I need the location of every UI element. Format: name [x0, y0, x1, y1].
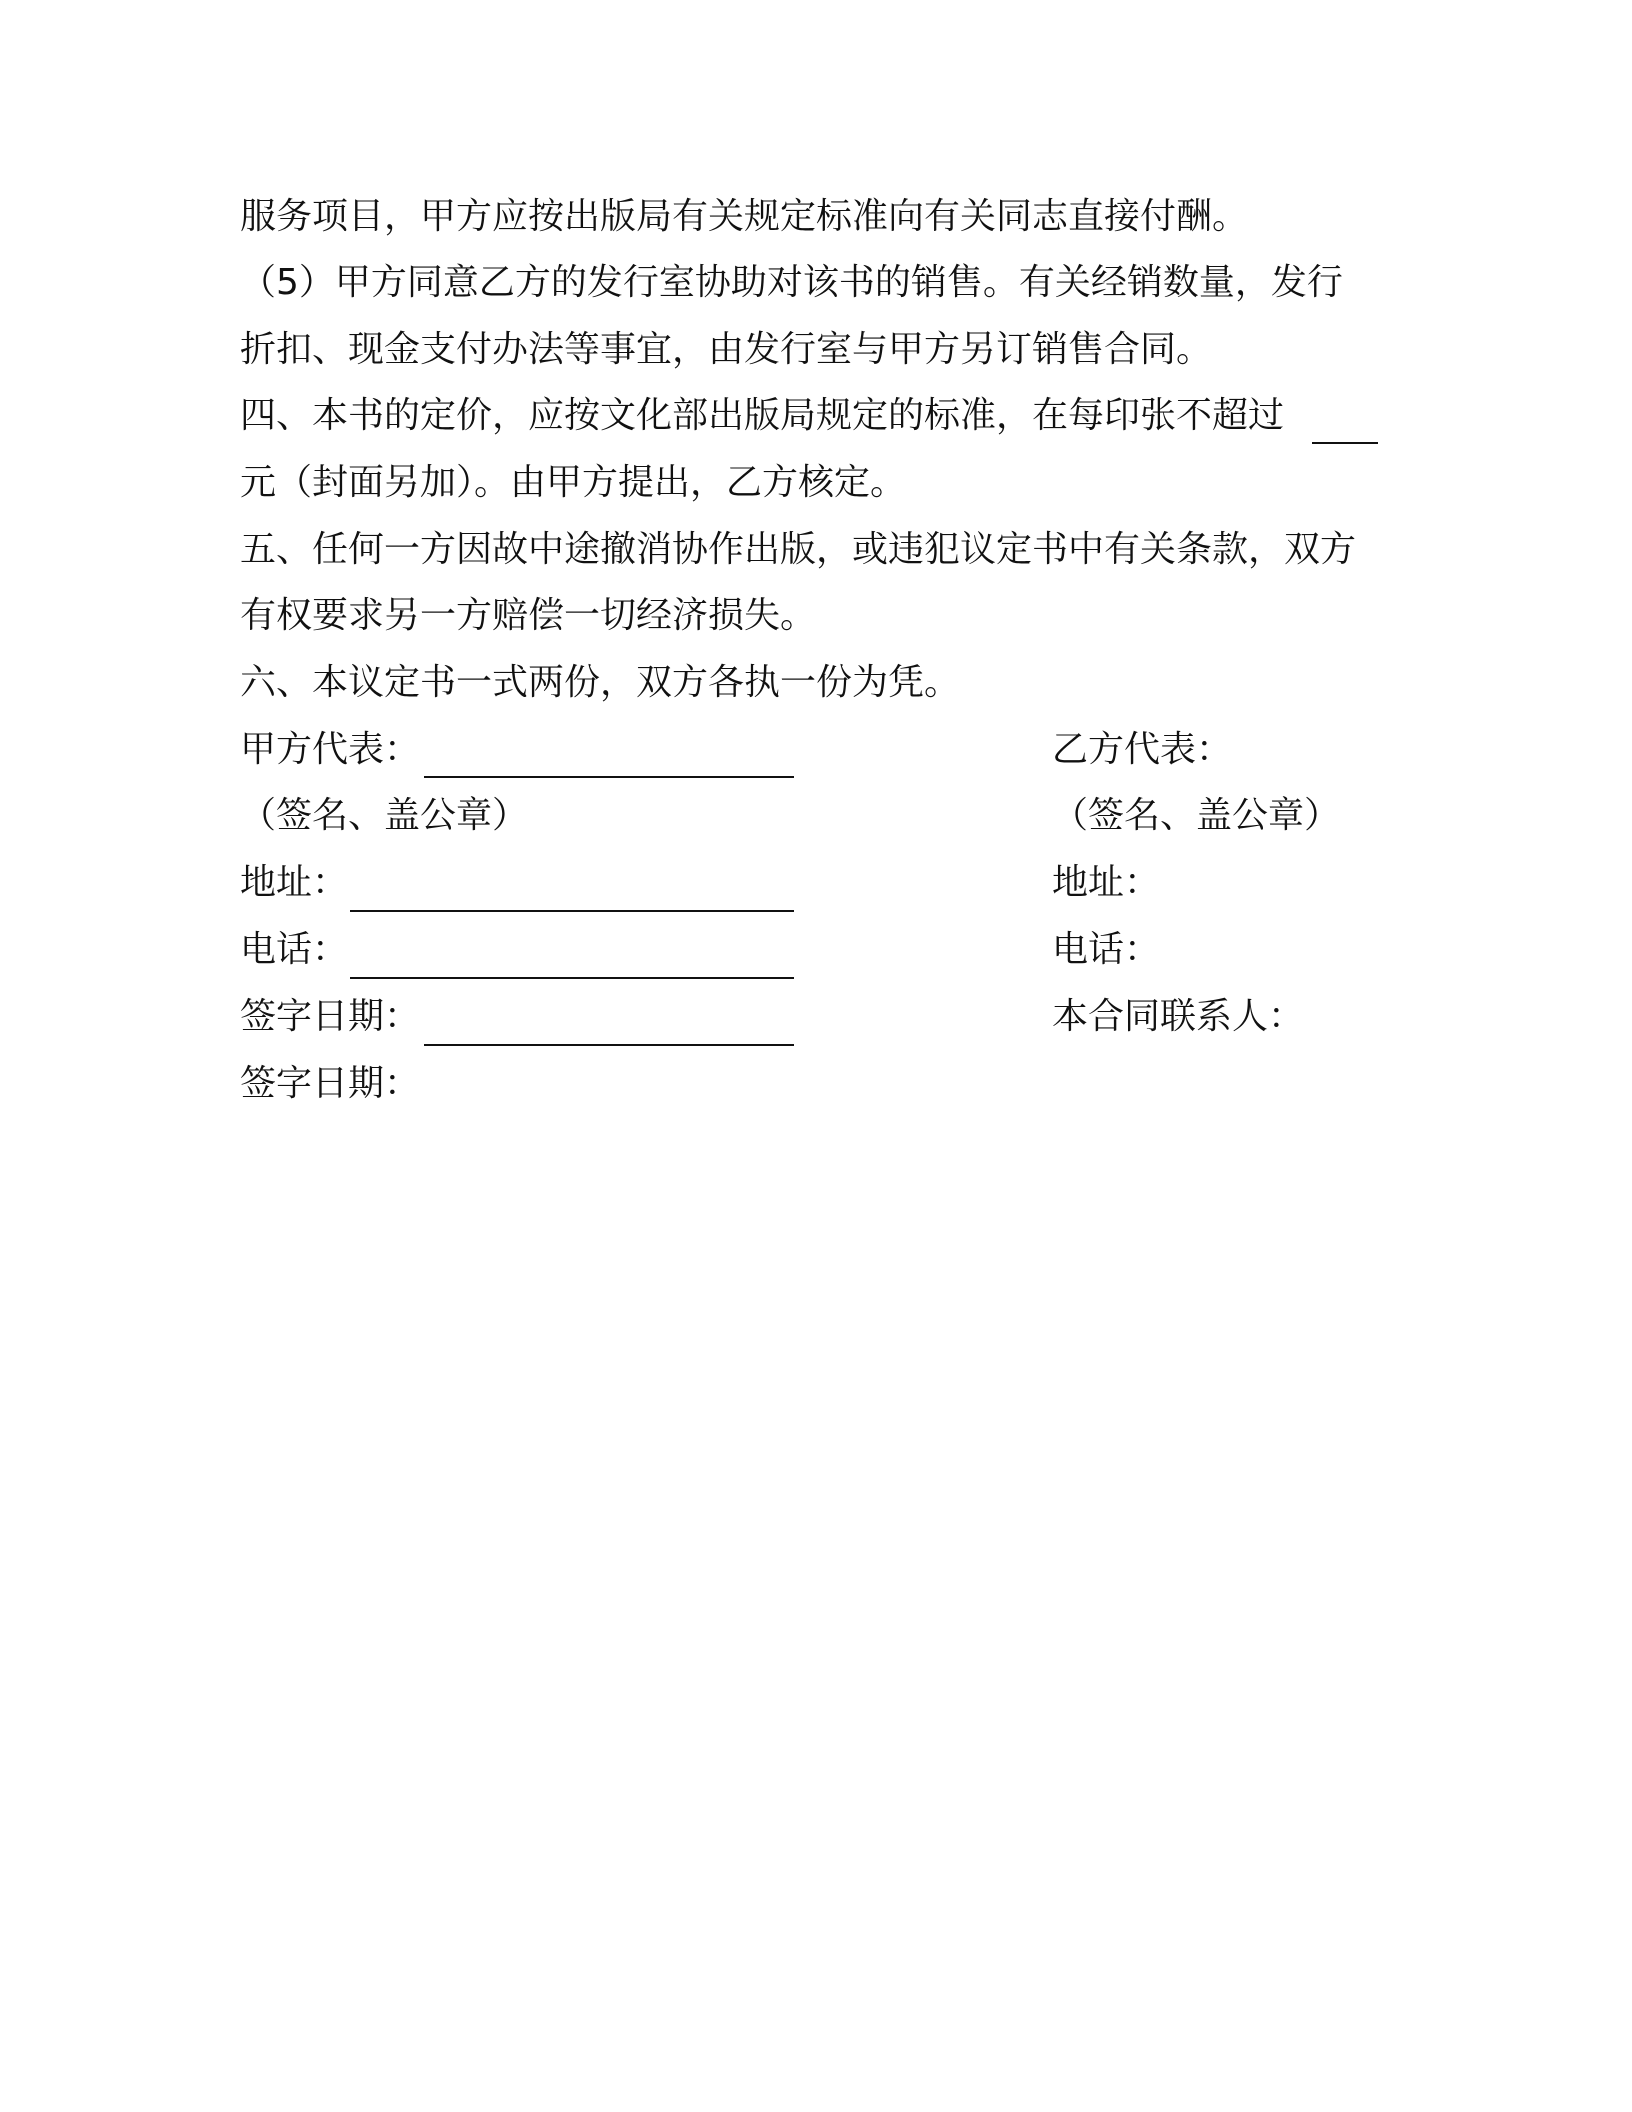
party-a-phone-label: 电话：: [240, 929, 349, 970]
party-b-phone-label: 电话：: [1052, 929, 1161, 970]
party-b-contact-label: 本合同联系人：: [1052, 996, 1305, 1037]
body-line-7: 有权要求另一方赔偿一切经济损失。: [240, 595, 817, 636]
party-a-address-underline: [350, 910, 794, 912]
party-a-representative-label: 甲方代表：: [240, 729, 421, 770]
party-b-address-label: 地址：: [1052, 862, 1161, 903]
body-line-2: （5）甲方同意乙方的发行室协助对该书的销售。有关经销数量，发行: [240, 262, 1343, 303]
body-line-6: 五、任何一方因故中途撤消协作出版，或违犯议定书中有关条款，双方: [240, 529, 1357, 570]
body-line-4: 四、本书的定价，应按文化部出版局规定的标准，在每印张不超过: [240, 395, 1285, 436]
body-line-1: 服务项目，甲方应按出版局有关规定标准向有关同志直接付酬。: [240, 196, 1249, 237]
party-a-sign-date-2-label: 签字日期：: [240, 1063, 421, 1104]
party-a-phone-underline: [350, 977, 794, 979]
price-blank-underline: [1312, 442, 1378, 444]
party-a-sign-date-underline: [424, 1044, 794, 1046]
party-a-representative-underline: [424, 776, 794, 778]
party-a-sign-date-label: 签字日期：: [240, 996, 421, 1037]
body-line-5: 元（封面另加）。由甲方提出，乙方核定。: [240, 462, 907, 503]
party-b-sign-note: （签名、盖公章）: [1052, 795, 1341, 836]
party-b-representative-label: 乙方代表：: [1052, 729, 1233, 770]
party-a-address-label: 地址：: [240, 862, 349, 903]
body-line-3: 折扣、现金支付办法等事宜，由发行室与甲方另订销售合同。: [240, 329, 1213, 370]
body-line-8: 六、本议定书一式两份，双方各执一份为凭。: [240, 662, 961, 703]
party-a-sign-note: （签名、盖公章）: [240, 795, 529, 836]
